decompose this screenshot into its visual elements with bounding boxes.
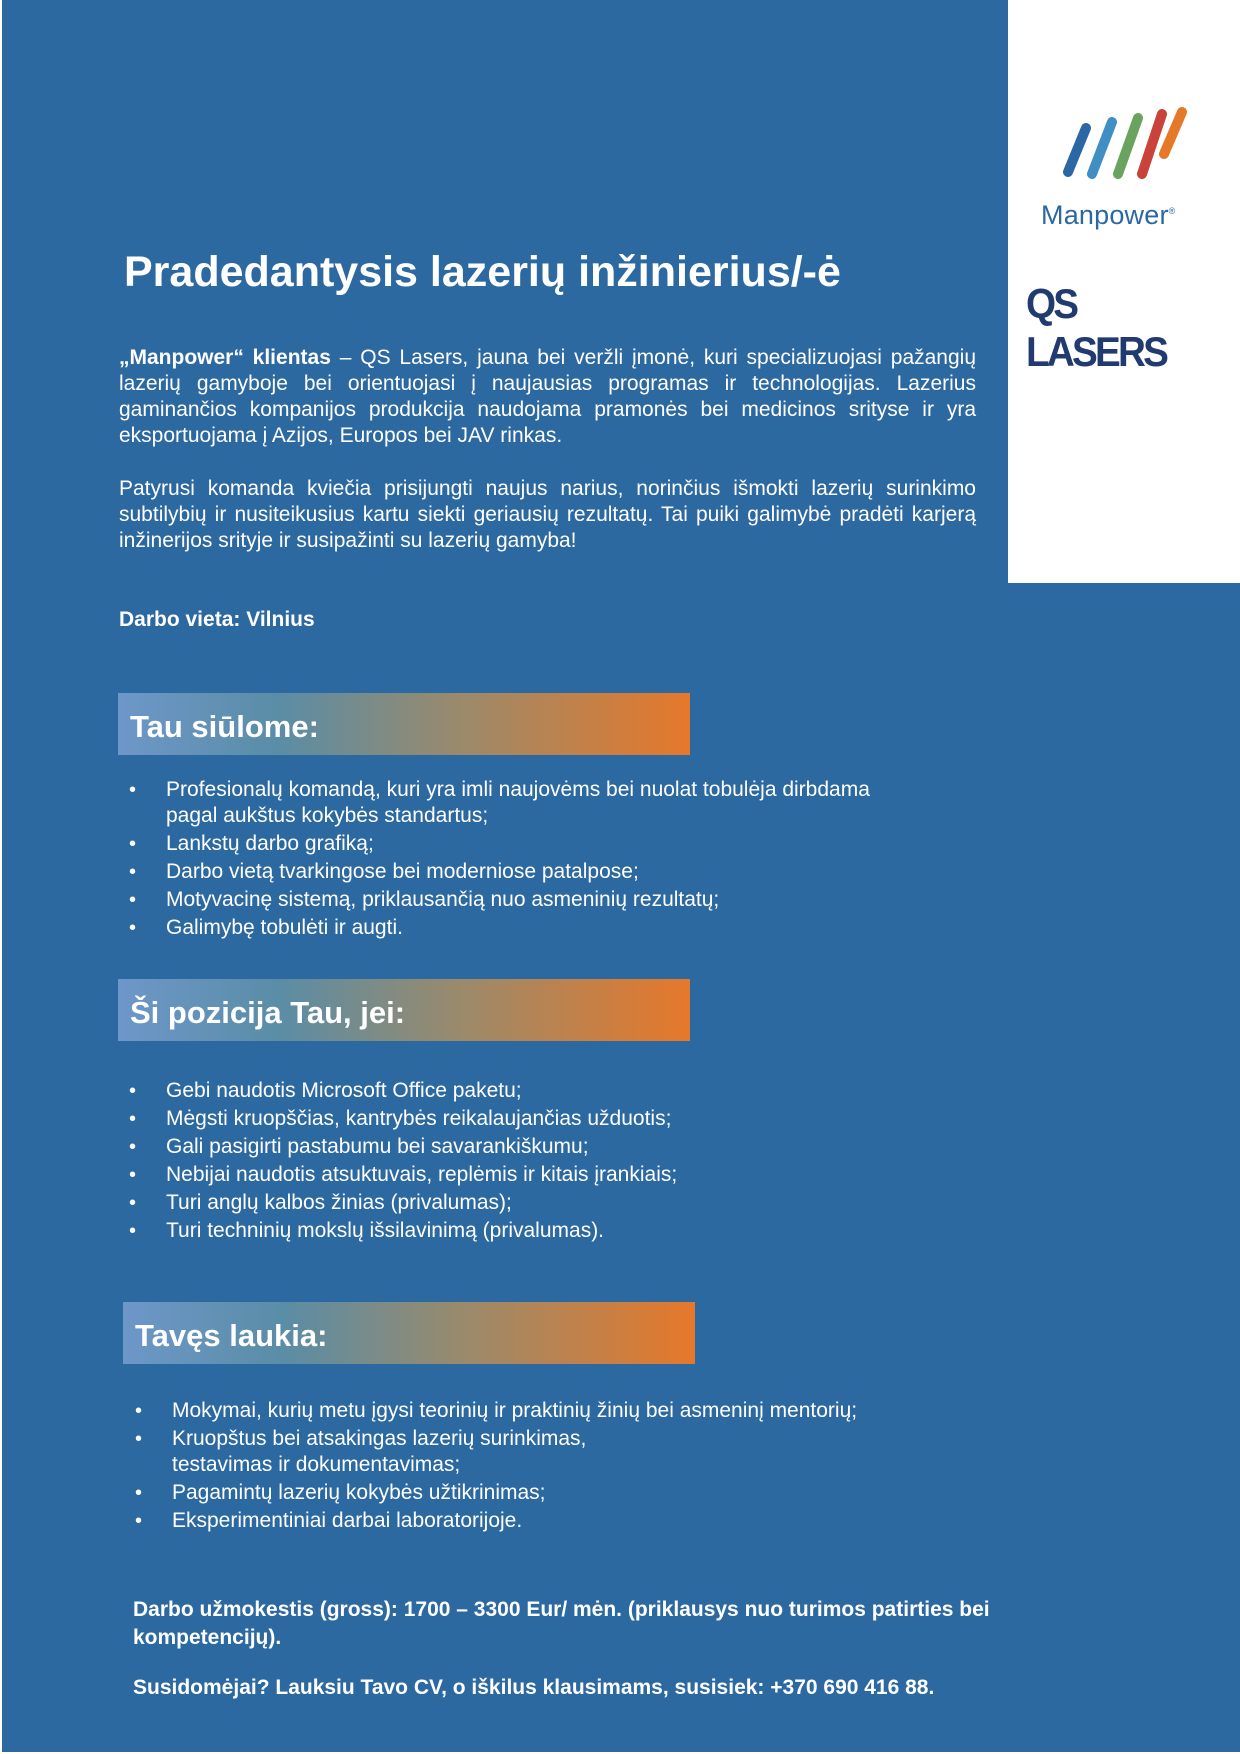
logo-box — [1008, 0, 1240, 583]
requirements-list — [120, 1078, 980, 1246]
manpower-wordmark: Manpower® — [1041, 200, 1176, 230]
offer-list — [120, 777, 880, 943]
manpower-stripes-logo — [1058, 100, 1198, 200]
job-title: Pradedantysis lazerių inžinierius/-ė — [124, 248, 841, 296]
list-item: • Turi anglų kalbos žinias (privalumas); — [120, 1190, 980, 1216]
list-item: • Gali pasigirti pastabumu bei savarankiškumu; — [120, 1134, 980, 1160]
list-item: • Nebijai naudotis atsuktuvais, replėmis ir kitais įrankiais; — [120, 1162, 980, 1188]
section-heading-awaits: Tavęs laukia: — [123, 1302, 695, 1364]
list-item: • Darbo vietą tvarkingose bei moderniose patalpose; — [120, 859, 880, 885]
contact-info: Susidomėjai? Lauksiu Tavo CV, o iškilus klausimams, susisiek: +370 690 416 88. — [133, 1676, 935, 1699]
team-paragraph: Patyrusi komanda kviečia prisijungti naujus narius, norinčius išmokti lazerių surinkimo subtilybių ir nusiteikusius kartu siekti geriausių rezultatų. Tai puiki galimybė pradėti karjerą inžinerijos srityje ir susipažinti su lazerių gamyba! — [119, 477, 976, 552]
work-location: Darbo vieta: Vilnius — [119, 608, 315, 631]
salary-info: Darbo užmokestis (gross): 1700 – 3300 Eur/ mėn. (priklausys nuo turimos patirties bei kompetencijų). — [133, 1598, 990, 1649]
section-heading-requirements: Ši pozicija Tau, jei: — [118, 979, 690, 1041]
list-item: • Galimybę tobulėti ir augti. — [120, 915, 880, 941]
list-item: • Turi techninių mokslų išsilavinimą (privalumas). — [120, 1218, 980, 1244]
qs-lasers-logo: QS LASERS — [1026, 280, 1167, 375]
list-item: • Motyvacinę sistemą, priklausančią nuo asmeninių rezultatų; — [120, 887, 880, 913]
list-item: • Kruopštus bei atsakingas lazerių surinkimas, testavimas ir dokumentavimas; — [126, 1426, 632, 1478]
intro-paragraph: „Manpower“ klientas – QS Lasers, jauna bei veržli įmonė, kuri specializuojasi pažangių lazerių gamyboje bei orientuojasi į naujausias programas ir technologijas. Lazerius gaminančios kompanijos produkcija naudojama pramonės bei medicinos srityse ir yra eksportuojama į Azijos, Europos bei JAV rinkas. — [119, 346, 977, 447]
blue-panel — [2, 0, 1240, 1752]
list-item: • Mokymai, kurių metu įgysi teorinių ir praktinių žinių bei asmeninį mentorių; — [126, 1398, 986, 1424]
list-item: • Pagamintų lazerių kokybės užtikrinimas; — [126, 1480, 986, 1506]
list-item: • Profesionalų komandą, kuri yra imli naujovėms bei nuolat tobulėja dirbdama pagal aukštus kokybės standartus; — [120, 777, 880, 829]
list-item: • Lankstų darbo grafiką; — [120, 831, 880, 857]
list-item: • Gebi naudotis Microsoft Office paketu; — [120, 1078, 980, 1104]
awaits-list — [126, 1398, 986, 1536]
section-heading-offer: Tau siūlome: — [118, 693, 690, 755]
list-item: • Mėgsti kruopščias, kantrybės reikalaujančias užduotis; — [120, 1106, 980, 1132]
list-item: • Eksperimentiniai darbai laboratorijoje. — [126, 1508, 986, 1534]
